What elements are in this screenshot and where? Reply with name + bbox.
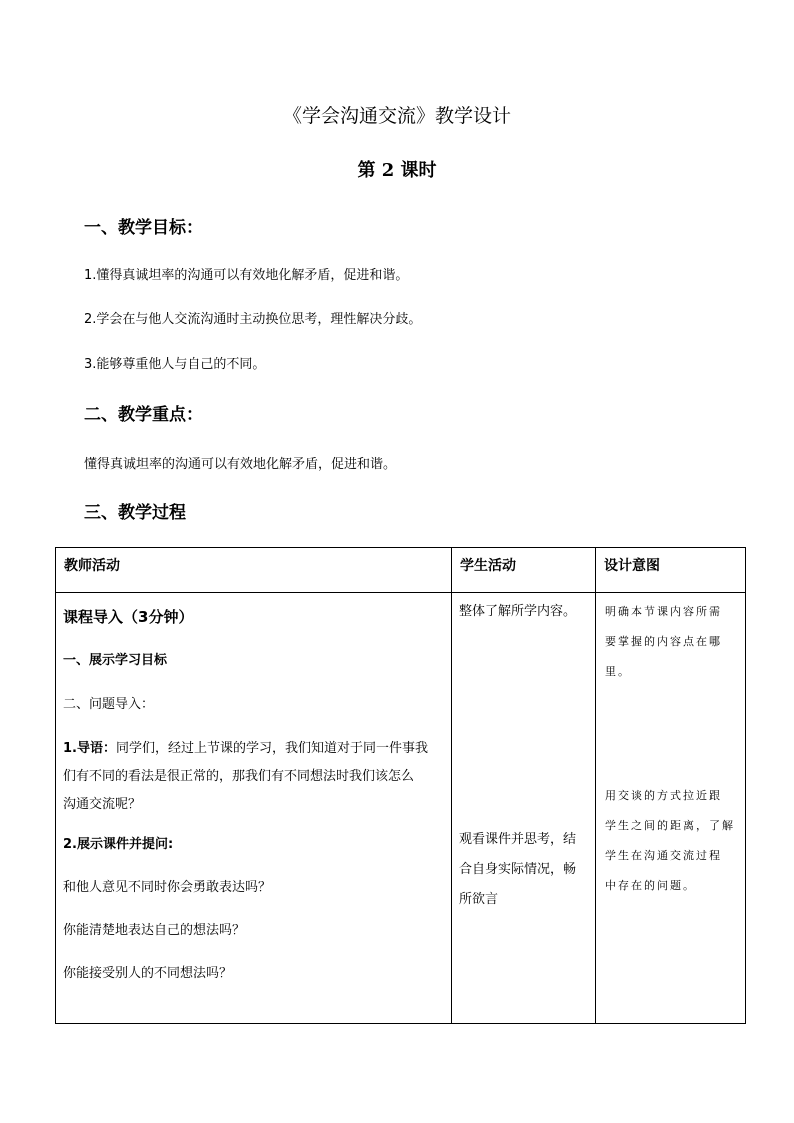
courseware-label: 2.展示课件并提问: [63,837,174,852]
section-heading-process: 三、教学过程 [84,503,186,523]
intent-2-line-4: 中存在的问题。 [605,879,696,892]
question-2: 你能清楚地表达自己的想法吗？ [63,923,246,938]
section-heading-key-points: 二、教学重点： [84,405,203,425]
guide-paragraph [63,735,447,763]
table-row [56,593,746,1024]
header-student-activity: 学生活动 [460,558,516,574]
question-3: 你能接受别人的不同想法吗？ [63,966,233,981]
teaching-process-table [55,547,746,1024]
document-subtitle: 第 2 课时 [357,160,437,181]
goal-item-2: 2.学会在与他人交流沟通时主动换位思考，理性解决分歧。 [84,312,422,327]
guide-text-1: 同学们，经过上节课的学习，我们知道对于同一件事我 [115,741,428,756]
intent-2-line-2: 学生之间的距离，了解 [605,819,735,832]
intent-2-line-3: 学生在沟通交流过程 [605,849,722,862]
student-activity-cell [452,593,596,1024]
intent-1-line-1: 明确本节课内容所需 [605,605,722,618]
table-header-row [56,548,746,593]
design-intent-cell [596,593,746,1024]
header-design-intent: 设计意图 [604,558,660,574]
student-activity-2-line-2: 合自身实际情况，畅 [459,862,577,877]
intro-title: 课程导入（3分钟） [63,608,194,626]
teacher-activity-cell [56,593,452,1024]
intent-1-line-3: 里。 [605,665,631,678]
guide-label: 1.导语： [63,741,116,756]
question-1: 和他人意见不同时你会勇敢表达吗？ [63,880,272,895]
goal-item-3: 3.能够尊重他人与自己的不同。 [84,357,266,372]
student-activity-2-line-1: 观看课件并思考，结 [459,832,577,847]
item-question-intro: 二、问题导入： [63,697,155,712]
item-show-goals: 一、展示学习目标 [63,653,168,668]
goal-item-1: 1.懂得真诚坦率的沟通可以有效地化解矛盾，促进和谐。 [84,268,409,283]
guide-text-2: 们有不同的看法是很正常的，那我们有不同想法时我们该怎么 [63,769,415,784]
document-title: 《学会沟通交流》教学设计 [282,105,511,127]
header-teacher-activity: 教师活动 [64,558,120,574]
intent-1-line-2: 要掌握的内容点在哪 [605,635,722,648]
section-heading-goals: 一、教学目标： [84,218,203,238]
student-activity-1: 整体了解所学内容。 [459,604,577,619]
student-activity-2-line-3: 所欲言 [459,892,499,907]
guide-text-3: 沟通交流呢？ [63,797,142,812]
intent-2-line-1: 用交谈的方式拉近跟 [605,789,722,802]
key-point-text: 懂得真诚坦率的沟通可以有效地化解矛盾，促进和谐。 [84,457,397,472]
